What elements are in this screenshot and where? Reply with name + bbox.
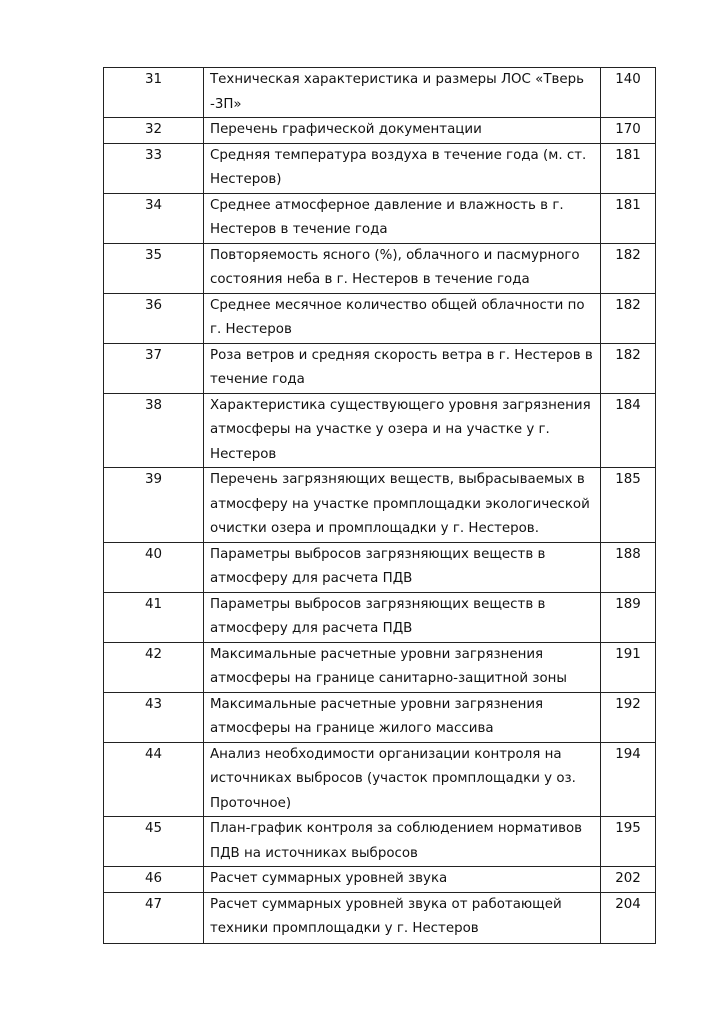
row-title: План-график контроля за соблюдением нормативов ПДВ на источниках выбросов xyxy=(204,817,601,867)
row-number: 42 xyxy=(104,642,204,692)
row-number: 43 xyxy=(104,692,204,742)
row-title: Средняя температура воздуха в течение года (м. ст. Нестеров) xyxy=(204,143,601,193)
row-title: Характеристика существующего уровня загрязнения атмосферы на участке у озера и на участке у г. Нестеров xyxy=(204,393,601,468)
row-number: 35 xyxy=(104,243,204,293)
table-row xyxy=(104,542,656,592)
row-title: Роза ветров и средняя скорость ветра в г. Нестеров в течение года xyxy=(204,343,601,393)
table-row xyxy=(104,817,656,867)
row-title: Среднее атмосферное давление и влажность в г. Нестеров в течение года xyxy=(204,193,601,243)
row-title: Повторяемость ясного (%), облачного и пасмурного состояния неба в г. Нестеров в течение года xyxy=(204,243,601,293)
row-number: 45 xyxy=(104,817,204,867)
row-number: 39 xyxy=(104,468,204,543)
row-number: 34 xyxy=(104,193,204,243)
table-row xyxy=(104,393,656,468)
row-number: 33 xyxy=(104,143,204,193)
row-title: Максимальные расчетные уровни загрязнения атмосферы на границе жилого массива xyxy=(204,692,601,742)
table-row xyxy=(104,193,656,243)
row-number: 36 xyxy=(104,293,204,343)
row-page: 181 xyxy=(601,193,656,243)
table-row xyxy=(104,68,656,118)
row-page: 194 xyxy=(601,742,656,817)
row-page: 170 xyxy=(601,118,656,144)
row-title: Параметры выбросов загрязняющих веществ в атмосферу для расчета ПДВ xyxy=(204,542,601,592)
table-row xyxy=(104,143,656,193)
row-title: Перечень загрязняющих веществ, выбрасываемых в атмосферу на участке промплощадки экологической очистки озера и промплощадки у г. Нестеров. xyxy=(204,468,601,543)
row-page: 185 xyxy=(601,468,656,543)
table-row xyxy=(104,592,656,642)
row-number: 40 xyxy=(104,542,204,592)
table-row xyxy=(104,293,656,343)
table-row xyxy=(104,742,656,817)
row-page: 192 xyxy=(601,692,656,742)
row-number: 44 xyxy=(104,742,204,817)
table-row xyxy=(104,243,656,293)
row-number: 41 xyxy=(104,592,204,642)
row-title: Расчет суммарных уровней звука от работающей техники промплощадки у г. Нестеров xyxy=(204,892,601,943)
row-number: 46 xyxy=(104,867,204,893)
row-title: Максимальные расчетные уровни загрязнения атмосферы на границе санитарно-защитной зоны xyxy=(204,642,601,692)
table-row xyxy=(104,118,656,144)
row-page: 182 xyxy=(601,343,656,393)
row-number: 32 xyxy=(104,118,204,144)
row-number: 31 xyxy=(104,68,204,118)
row-title: Параметры выбросов загрязняющих веществ в атмосферу для расчета ПДВ xyxy=(204,592,601,642)
list-of-tables xyxy=(103,67,656,944)
row-page: 188 xyxy=(601,542,656,592)
row-page: 195 xyxy=(601,817,656,867)
row-number: 38 xyxy=(104,393,204,468)
row-page: 204 xyxy=(601,892,656,943)
row-title: Анализ необходимости организации контроля на источниках выбросов (участок промплощадки у оз. Проточное) xyxy=(204,742,601,817)
row-page: 184 xyxy=(601,393,656,468)
table-row xyxy=(104,692,656,742)
row-title: Техническая характеристика и размеры ЛОС «Тверь -3П» xyxy=(204,68,601,118)
row-title: Среднее месячное количество общей облачности по г. Нестеров xyxy=(204,293,601,343)
row-page: 182 xyxy=(601,293,656,343)
row-number: 37 xyxy=(104,343,204,393)
row-page: 182 xyxy=(601,243,656,293)
row-page: 181 xyxy=(601,143,656,193)
table-row xyxy=(104,642,656,692)
table-row xyxy=(104,343,656,393)
table-row xyxy=(104,867,656,893)
row-title: Расчет суммарных уровней звука xyxy=(204,867,601,893)
row-page: 191 xyxy=(601,642,656,692)
table-row xyxy=(104,892,656,943)
row-page: 189 xyxy=(601,592,656,642)
row-page: 140 xyxy=(601,68,656,118)
row-title: Перечень графической документации xyxy=(204,118,601,144)
table-row xyxy=(104,468,656,543)
row-page: 202 xyxy=(601,867,656,893)
row-number: 47 xyxy=(104,892,204,943)
